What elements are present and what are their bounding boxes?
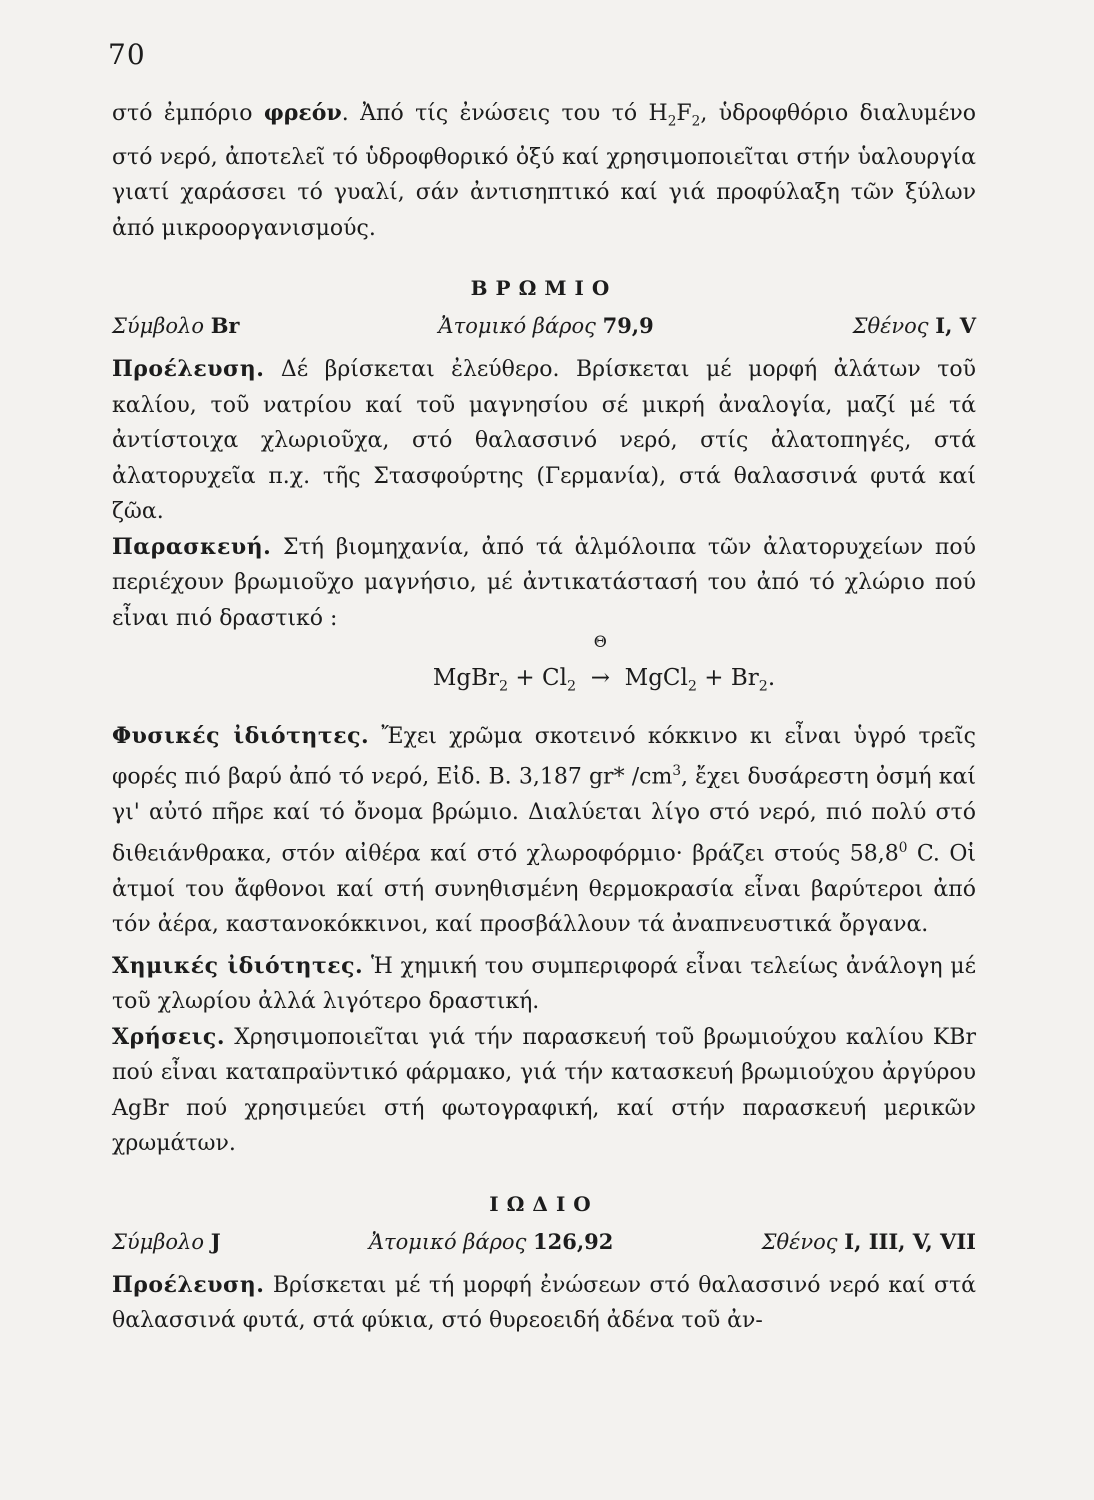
iodine-origin-heading: Προέλευση. — [112, 1271, 265, 1298]
reaction-arrow: Θ → — [583, 658, 617, 698]
bromine-atomic-weight: Ἀτομικό βάρος 79,9 — [438, 313, 654, 339]
bromine-physical-heading: Φυσικές ἰδιότητες. — [112, 722, 370, 749]
page-body — [112, 96, 976, 1339]
bromine-physical-paragraph: Φυσικές ἰδιότητες. Ἔχει χρῶμα σκοτεινό κόκκινο κι εἶναι ὑγρό τρεῖς φορές πιό βαρύ ἀπό τό νερό, Εἰδ. Β. 3,187 gr* $/cm^3$, ἔχει δυσάρεστη ὀσμή καί γι' αὐτό πῆρε καί τό ὄνομα βρώμιο. Διαλύεται λίγο στό νερό, πιό πολύ στό διθειάνθρακα, στόν αἰθέρα καί στό χλωροφόρμιο· βράζει στούς 58,8$^0$ C. Οἱ ἀτμοί του ἄφθονοι καί στή συνηθισμένη θερμοκρασία εἶναι βαρύτεροι ἀπό τόν ἀέρα, καστανοκόκκινοι, καί προσβάλλουν τά ἀναπνευστικά ὄργανα. — [112, 722, 976, 938]
bromine-symbol: Σύμβολο Br — [112, 313, 240, 339]
iodine-symbol: Σύμβολο J — [112, 1228, 221, 1254]
iodine-atomic-weight: Ἀτομικό βάρος 126,92 — [368, 1228, 614, 1254]
iodine-section-title: ΙΩΔΙΟ — [489, 1191, 599, 1216]
bromine-uses-paragraph: Χρήσεις. Χρησιμοποιεῖται γιά τήν παρασκευή τοῦ βρωμιούχου καλίου KBr πού εἶναι καταπραϋντικό φάρμακο, γιά τήν κατασκευή βρωμιούχου ἀργύρου AgBr πού χρησιμεύει στή φωτογραφική, καί στήν παρασκευή μερικῶν χρωμάτων. — [112, 1023, 976, 1157]
bromine-chemical-paragraph: Χημικές ἰδιότητες. Ἡ χημική του συμπεριφορά εἶναι τελείως ἀνάλογη μέ τοῦ χλωρίου ἀλλά λιγότερο δραστική. — [112, 952, 977, 1015]
page-number: 70 — [108, 38, 146, 71]
iodine-origin-paragraph: Προέλευση. Βρίσκεται μέ τή μορφή ἐνώσεων στό θαλασσινό νερό καί στά θαλασσινά φυτά, στά φύκια, στό θυρεοειδή ἀδένα τοῦ ἀν- — [112, 1271, 976, 1334]
bromine-section-title: ΒΡΩΜΙΟ — [470, 276, 618, 301]
fluorine-uses-paragraph: στό ἐμπόριο φρεόν. Ἀπό τίς ἐνώσεις του τό $H_2F_2$, ὑδροφθόριο διαλυμένο στό νερό, ἀποτελεῖ τό ὑδροφθορικό ὀξύ καί χρησιμοποιεῖται στήν ὑαλουργία γιατί χαράσσει τό γυαλί, σάν ἀντισηπτικό καί γιά προφύλαξη τῶν ξύλων ἀπό μικροοργανισμούς. — [112, 100, 976, 241]
bromine-preparation-heading: Παρασκευή. — [112, 533, 272, 560]
heat-symbol: Θ — [593, 632, 607, 652]
iodine-info-row — [112, 1224, 976, 1260]
bromine-preparation-paragraph: Παρασκευή. Στή βιομηχανία, ἀπό τά ἁλμόλοιπα τῶν ἀλατορυχείων πού περιέχουν βρωμιοῦχο μαγνήσιο, μέ ἀντικατάστασή του ἀπό τό χλώριο πού εἶναι πιό δραστικό : — [112, 533, 976, 631]
bromine-info-row — [112, 308, 976, 344]
bromine-equation: MgBr$_2$ + $Cl_2$ Θ → MgCl$_2$ + $Br_2$. — [112, 658, 976, 707]
bromine-origin-heading: Προέλευση. — [112, 356, 265, 383]
bromine-origin-paragraph: Προέλευση. Δέ βρίσκεται ἐλεύθερο. Βρίσκεται μέ μορφή ἀλάτων τοῦ καλίου, τοῦ νατρίου καί τοῦ μαγνησίου σέ μικρή ἀναλογία, μαζί μέ τά ἀντίστοιχα χλωριοῦχα, στό θαλασσινό νερό, στίς ἀλατοπηγές, στά ἀλατορυχεῖα π.χ. τῆς Στασφούρτης (Γερμανία), στά θαλασσινά φυτά καί ζῶα. — [112, 356, 976, 525]
bromine-chemical-heading: Χημικές ἰδιότητες. — [112, 952, 364, 979]
iodine-valence: Σθένος I, III, V, VII — [761, 1228, 976, 1254]
freon-term: φρεόν — [263, 100, 342, 126]
bromine-uses-heading: Χρήσεις. — [112, 1023, 225, 1050]
bromine-valence: Σθένος I, V — [852, 313, 976, 339]
